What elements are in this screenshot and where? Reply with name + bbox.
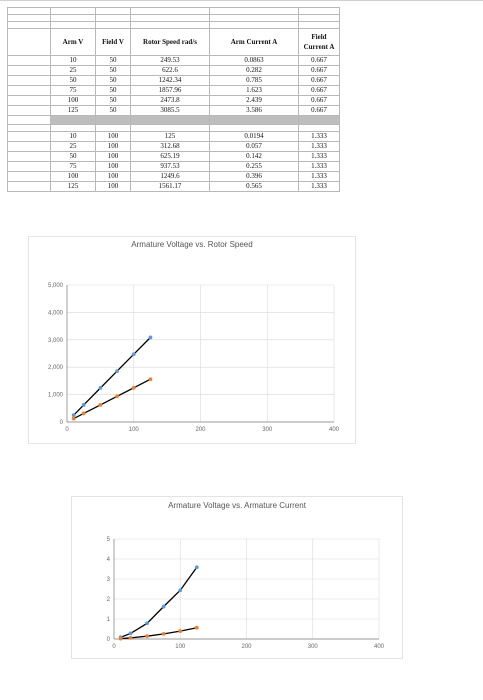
chart-voltage-vs-speed-svg: [29, 237, 355, 443]
y-tick-label: 0: [59, 420, 63, 426]
table-row: [8, 106, 340, 116]
x-tick-label: 100: [175, 644, 186, 650]
table-cell-empty: [8, 125, 51, 132]
table-cell: 3085.5: [131, 106, 210, 116]
table-cell: 100: [96, 172, 131, 182]
table-cell: 100: [96, 162, 131, 172]
table-row: [8, 132, 340, 142]
table-cell-empty: [8, 29, 51, 56]
table-cell-empty: [96, 22, 131, 29]
table-row: [8, 76, 340, 86]
table-cell-empty: [8, 76, 51, 86]
table-cell: 125: [131, 132, 210, 142]
table-cell: 0.565: [210, 182, 299, 192]
series-line-1: [74, 338, 151, 416]
table-cell-shaded: [299, 116, 340, 125]
series-2-point: [98, 403, 102, 407]
table-cell: 50: [96, 96, 131, 106]
series-1-point: [82, 403, 86, 407]
table-cell: 0.667: [299, 86, 340, 96]
table-cell: 1.333: [299, 152, 340, 162]
table-cell: 249.53: [131, 56, 210, 66]
series-1-point: [145, 621, 149, 625]
series-1-point: [115, 369, 119, 373]
table-cell-empty: [8, 22, 51, 29]
table-cell-empty: [8, 172, 51, 182]
table-cell: 1249.6: [131, 172, 210, 182]
y-tick-label: 3: [106, 577, 110, 583]
table-cell-empty: [131, 125, 210, 132]
table-cell: 25: [51, 66, 96, 76]
table-cell-empty: [8, 142, 51, 152]
x-tick-label: 200: [195, 427, 206, 433]
table-cell: 100: [96, 142, 131, 152]
table-cell-empty: [8, 116, 51, 125]
table-cell: 0.667: [299, 106, 340, 116]
table-cell: 75: [51, 162, 96, 172]
table-blank-row: [8, 15, 340, 22]
series-2-point: [72, 417, 76, 421]
table-cell: 1857.96: [131, 86, 210, 96]
table-header-row: [8, 29, 340, 56]
table-row: [8, 86, 340, 96]
table-header-cell: Rotor Speed rad/s: [131, 29, 210, 56]
series-1-point: [195, 565, 199, 569]
series-2-point: [145, 634, 149, 638]
series-2-point: [119, 637, 123, 641]
table-header-cell: Arm V: [51, 29, 96, 56]
series-1-point: [132, 352, 136, 356]
series-1-point: [178, 588, 182, 592]
table-cell-empty: [96, 15, 131, 22]
top-divider: [0, 0, 483, 1]
x-tick-label: 400: [328, 427, 340, 433]
x-tick-label: 0: [65, 427, 69, 433]
table-blank-row: [8, 8, 340, 15]
table-cell: 2.439: [210, 96, 299, 106]
table-cell: 100: [96, 152, 131, 162]
table-cell-empty: [210, 22, 299, 29]
table-cell-shaded: [51, 116, 96, 125]
y-tick-label: 3,000: [47, 337, 63, 344]
table-row: [8, 142, 340, 152]
series-2-point: [149, 377, 153, 381]
table-row: [8, 66, 340, 76]
table-cell-empty: [8, 162, 51, 172]
table-cell-empty: [51, 125, 96, 132]
table-cell-empty: [210, 8, 299, 15]
table-cell: 1.333: [299, 182, 340, 192]
table-cell-empty: [131, 22, 210, 29]
table-cell-empty: [210, 125, 299, 132]
y-tick-label: 0: [106, 637, 110, 643]
table-cell: 125: [51, 182, 96, 192]
y-tick-label: 5,000: [47, 283, 63, 289]
table-cell: 0.255: [210, 162, 299, 172]
table-cell-empty: [299, 8, 340, 15]
table-cell: 1.333: [299, 172, 340, 182]
table-row: [8, 152, 340, 162]
table-cell-empty: [51, 8, 96, 15]
series-line-1: [121, 567, 197, 637]
table-cell: 2473.8: [131, 96, 210, 106]
y-tick-label: 5: [106, 537, 110, 543]
table-cell: 937.53: [131, 162, 210, 172]
y-tick-label: 4: [106, 557, 110, 563]
table-cell: 0.0863: [210, 56, 299, 66]
y-tick-label: 2,000: [47, 365, 63, 372]
table-cell-empty: [131, 15, 210, 22]
table-cell-empty: [8, 86, 51, 96]
table-cell-empty: [299, 15, 340, 22]
chart-title: Armature Voltage vs. Armature Current: [168, 501, 306, 510]
table-header-cell: Arm Current A: [210, 29, 299, 56]
table-cell-shaded: [96, 116, 131, 125]
table-cell: 0.667: [299, 66, 340, 76]
table-blank-row: [8, 22, 340, 29]
table-cell-empty: [299, 22, 340, 29]
y-tick-label: 2: [106, 597, 110, 603]
table-cell: 1242.34: [131, 76, 210, 86]
table-cell-empty: [8, 66, 51, 76]
y-tick-label: 4,000: [47, 310, 63, 317]
table-cell: 50: [96, 56, 131, 66]
series-1-point: [149, 336, 153, 340]
table-cell: 625.19: [131, 152, 210, 162]
series-2-point: [178, 629, 182, 633]
x-tick-label: 200: [241, 644, 252, 650]
chart-title: Armature Voltage vs. Rotor Speed: [131, 240, 253, 249]
y-tick-label: 1,000: [47, 392, 63, 399]
table-cell: 10: [51, 56, 96, 66]
table-cell-shaded: [131, 116, 210, 125]
table-cell-empty: [51, 22, 96, 29]
series-2-point: [162, 632, 166, 636]
table-cell: 50: [51, 152, 96, 162]
table-cell-empty: [131, 8, 210, 15]
series-2-point: [132, 386, 136, 390]
table-cell: 0.667: [299, 56, 340, 66]
table-cell-shaded: [210, 116, 299, 125]
x-tick-label: 400: [373, 644, 385, 650]
series-2-point: [115, 394, 119, 398]
series-1-point: [129, 631, 133, 635]
table-blank-row: [8, 125, 340, 132]
table-cell: 0.667: [299, 76, 340, 86]
table-cell: 75: [51, 86, 96, 96]
x-tick-label: 0: [112, 644, 116, 650]
data-table: [7, 7, 340, 192]
chart-voltage-vs-current-svg: [72, 497, 402, 658]
x-tick-label: 300: [307, 644, 318, 650]
table-cell: 1.333: [299, 162, 340, 172]
table-cell: 100: [51, 96, 96, 106]
table-header-cell: Field Current A: [299, 29, 340, 56]
series-1-point: [162, 605, 166, 609]
table-cell: 0.396: [210, 172, 299, 182]
table-cell-empty: [8, 8, 51, 15]
table-cell: 50: [51, 76, 96, 86]
table-cell: 1.623: [210, 86, 299, 96]
table-cell-empty: [8, 56, 51, 66]
chart-voltage-vs-speed: [28, 236, 356, 444]
table-row: [8, 162, 340, 172]
table-cell: 50: [96, 66, 131, 76]
table-cell: 1.333: [299, 132, 340, 142]
table-cell: 50: [96, 86, 131, 96]
series-2-point: [195, 626, 199, 630]
series-2-point: [129, 636, 133, 640]
table-row: [8, 96, 340, 106]
series-2-point: [82, 412, 86, 416]
table-cell: 312.68: [131, 142, 210, 152]
table-cell-empty: [299, 125, 340, 132]
table-cell-empty: [8, 132, 51, 142]
series-1-point: [98, 386, 102, 390]
table-cell-empty: [8, 106, 51, 116]
series-1-point: [72, 413, 76, 417]
table-cell: 0.785: [210, 76, 299, 86]
table-cell-empty: [210, 15, 299, 22]
table-cell: 0.0194: [210, 132, 299, 142]
table-cell: 1.333: [299, 142, 340, 152]
table-cell: 3.586: [210, 106, 299, 116]
table-cell: 50: [96, 106, 131, 116]
chart-voltage-vs-current: [71, 496, 403, 659]
table-row: [8, 172, 340, 182]
table-cell-empty: [51, 15, 96, 22]
table-cell: 0.142: [210, 152, 299, 162]
table-cell: 25: [51, 142, 96, 152]
table-row: [8, 182, 340, 192]
table-separator-row: [8, 116, 340, 125]
table-cell: 100: [96, 182, 131, 192]
table-cell-empty: [8, 96, 51, 106]
y-tick-label: 1: [106, 617, 110, 623]
table-cell-empty: [96, 8, 131, 15]
table-cell: 0.282: [210, 66, 299, 76]
table-cell-empty: [8, 182, 51, 192]
table-cell: 622.6: [131, 66, 210, 76]
table-cell: 100: [96, 132, 131, 142]
table-cell: 0.057: [210, 142, 299, 152]
table-cell: 100: [51, 172, 96, 182]
table-cell-empty: [8, 152, 51, 162]
table-cell: 125: [51, 106, 96, 116]
table-row: [8, 56, 340, 66]
table-header-cell: Field V: [96, 29, 131, 56]
x-tick-label: 300: [262, 427, 273, 433]
table-cell: 0.667: [299, 96, 340, 106]
table-cell: 1561.17: [131, 182, 210, 192]
table-cell: 50: [96, 76, 131, 86]
table-cell-empty: [96, 125, 131, 132]
table-cell: 10: [51, 132, 96, 142]
table-cell-empty: [8, 15, 51, 22]
x-tick-label: 100: [128, 427, 139, 433]
